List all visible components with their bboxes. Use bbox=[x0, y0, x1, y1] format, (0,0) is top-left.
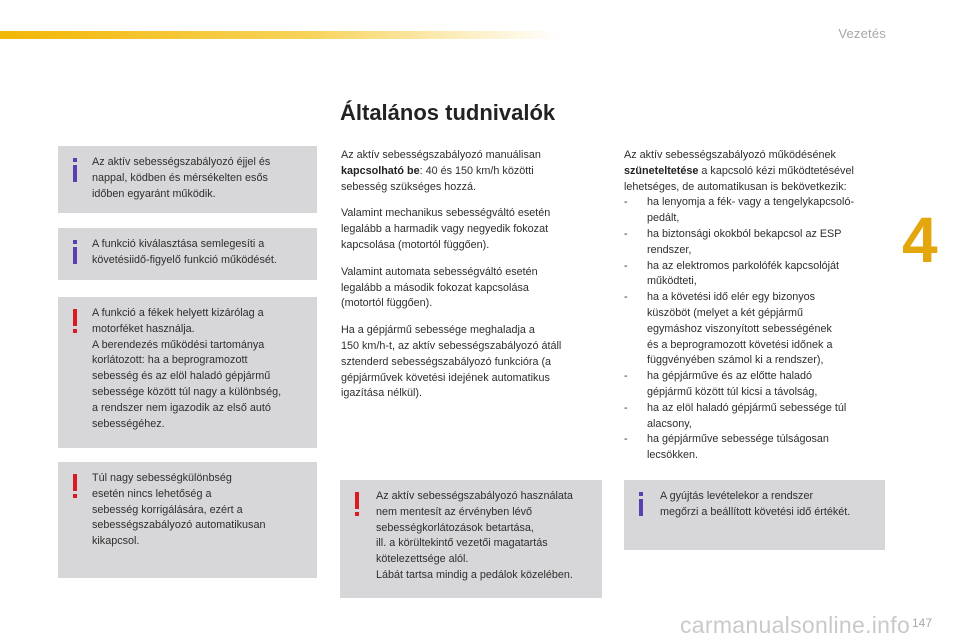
warning-box-speed-difference bbox=[58, 462, 317, 578]
list-item: - ha lenyomja a fék- vagy a tengelykapcsoló- pedált, bbox=[624, 196, 855, 225]
info-text: Az aktív sebességszabályozó éjjel és nappal, ködben és mérsékelten esős időben egyaránt működik. bbox=[92, 156, 271, 200]
section-title: Vezetés bbox=[838, 26, 886, 41]
list-item: - ha gépjárműve és az előtte haladó gépjármű között túl kicsi a távolság, bbox=[624, 370, 818, 398]
paragraph-over-150: Ha a gépjármű sebessége meghaladja a 150 km/h-t, az aktív sebességszabályozó átáll sztenderd sebességszabályozó funkcióra (a gépjárművek követési idejének automatikus igazítása nélkül). bbox=[341, 324, 562, 400]
list-item: - ha a követési idő elér egy bizonyos küszöböt (melyet a két gépjármű egymáshoz viszonyított sebességének és a beprogramozott követési időnek a függvényében számol ki a rendszer), bbox=[624, 291, 833, 367]
warning-icon bbox=[70, 474, 80, 498]
info-box-ignition-off bbox=[624, 480, 885, 550]
page-number: 147 bbox=[912, 616, 933, 630]
paragraph-manual-gearbox: Valamint mechanikus sebességváltó esetén legalább a harmadik vagy negyedik fokozat kapcsolása (motortól függően). bbox=[341, 207, 551, 251]
info-icon bbox=[70, 240, 80, 264]
info-text: A gyújtás levételekor a rendszer megőrzi a beállított követési idő értékét. bbox=[660, 490, 851, 518]
warning-text: Az aktív sebességszabályozó használata nem mentesít az érvényben lévő sebességkorlátozások betartása, ill. a körültekintő vezetői magatartás kötelezettsége alól. Lábát tartsa mindig a pedálok közelében. bbox=[376, 490, 573, 581]
watermark: carmanualsonline.info bbox=[680, 612, 911, 638]
info-box-night-fog bbox=[58, 146, 317, 213]
warning-icon bbox=[352, 492, 362, 516]
warning-icon bbox=[70, 309, 80, 333]
info-text: A funkció kiválasztása semlegesíti a követésiidő-figyelő funkció működését. bbox=[92, 238, 277, 266]
list-item: - ha gépjárműve sebessége túlságosan lecsökken. bbox=[624, 433, 829, 462]
paragraph-activation: Az aktív sebességszabályozó manuálisan kapcsolható be: 40 és 150 km/h közötti sebesség szükséges hozzá. bbox=[341, 149, 541, 193]
chapter-number: 4 bbox=[902, 204, 938, 276]
info-icon bbox=[70, 158, 80, 182]
right-column bbox=[624, 148, 886, 464]
warning-box-engine-brake bbox=[58, 297, 317, 448]
list-item: - ha az elöl haladó gépjármű sebessége túl alacsony, bbox=[624, 401, 847, 430]
page-title: Általános tudnivalók bbox=[340, 100, 556, 125]
info-box-following-time bbox=[58, 228, 317, 280]
list-item: - ha biztonsági okokból bekapcsol az ESP rendszer, bbox=[624, 227, 842, 256]
header-accent-bar bbox=[0, 31, 560, 39]
warning-box-legal-responsibility bbox=[340, 480, 602, 598]
info-icon bbox=[636, 492, 646, 516]
paragraph-automatic-gearbox: Valamint automata sebességváltó esetén legalább a második fokozat kapcsolása (motortól függően). bbox=[341, 265, 538, 310]
warning-text: A funkció a fékek helyett kizárólag a motorféket használja. A berendezés működési tartománya korlátozott: ha a beprogramozott sebesség és az elöl haladó gépjármű sebessége között túl nagy a különbség, a rendszer nem igazodik az első autó sebességéhez. bbox=[92, 307, 282, 430]
paragraph-suspension: Az aktív sebességszabályozó működésének szüneteltetése a kapcsoló kézi működtetésével lehetséges, de automatikusan is bekövetkezik: bbox=[624, 149, 854, 193]
warning-text: Túl nagy sebességkülönbség esetén nincs lehetőség a sebesség korrigálására, ezért a sebességszabályozó automatikusan kikapcsol. bbox=[92, 472, 266, 548]
list-item: - ha az elektromos parkolófék kapcsolóját működteti, bbox=[624, 259, 840, 288]
middle-column bbox=[341, 148, 603, 413]
